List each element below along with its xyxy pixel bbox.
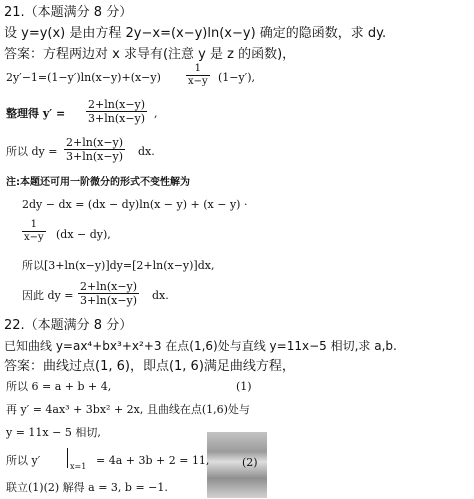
q22-title: 22.（本题满分 8 分） bbox=[4, 318, 133, 333]
q21-alt-line3: 所以[3+ln(x−y)]dy=[2+ln(x−y)]dx, bbox=[22, 259, 215, 272]
q22-line4-label: 所以 y′ bbox=[6, 454, 41, 467]
q22-answer: 答案：曲线过点(1, 6)，即点(1, 6)满足曲线方程， bbox=[4, 359, 295, 374]
fraction-denominator: 3+ln(x−y) bbox=[88, 112, 146, 125]
q21-alt-dy-label: 因此 dy = bbox=[22, 289, 74, 302]
q22-line4-subscript: x=1 bbox=[70, 462, 87, 471]
q21-dy-fraction bbox=[64, 137, 125, 162]
q22-line4-tag: (2) bbox=[242, 456, 258, 469]
q21-alt-line1: 2dy − dx = (dx − dy)ln(x − y) + (x − y) · bbox=[22, 198, 248, 211]
q22-statement: 已知曲线 y=ax⁴+bx³+x²+3 在点(1,6)处与直线 y=11x−5 相切,求 a,b. bbox=[4, 339, 397, 353]
q21-simplify-label: 整理得 y′ = bbox=[6, 107, 66, 120]
q21-alt-fraction bbox=[22, 220, 46, 243]
q22-line5: 联立(1)(2) 解得 a = 3, b = −1. bbox=[6, 481, 168, 494]
evaluation-bar bbox=[67, 448, 68, 468]
q21-alt-dy-tail: dx. bbox=[152, 289, 169, 302]
fraction-numerator: 2+ln(x−y) bbox=[88, 98, 146, 111]
fraction-numerator: 1 bbox=[194, 63, 202, 74]
q21-note: 注:本题还可用一阶微分的形式不变性解为 bbox=[6, 177, 190, 188]
q21-answer-intro: 答案：方程两边对 x 求导有(注意 y 是 z 的函数)， bbox=[4, 47, 296, 62]
fraction-denominator: x−y bbox=[24, 232, 44, 243]
q21-dy-tail: dx. bbox=[138, 145, 155, 158]
q21-derivative-fraction bbox=[186, 64, 210, 87]
q22-line1: 所以 6 = a + b + 4, bbox=[6, 380, 112, 393]
fraction-numerator: 1 bbox=[30, 219, 38, 230]
fraction-numerator: 2+ln(x−y) bbox=[66, 136, 124, 149]
q22-line4-equation: = 4a + 3b + 2 = 11, bbox=[96, 454, 210, 467]
q21-alt-line2-tail: (dx − dy), bbox=[56, 228, 111, 241]
q21-simplify-tail: , bbox=[154, 107, 158, 120]
q21-statement: 设 y=y(x) 是由方程 2y−x=(x−y)ln(x−y) 确定的隐函数，求 dy. bbox=[4, 26, 387, 41]
q22-line2: 再 y′ = 4ax³ + 3bx² + 2x, 且曲线在点(1,6)处与 bbox=[6, 403, 250, 416]
q22-line3: y = 11x − 5 相切, bbox=[6, 426, 101, 439]
q21-alt-dy-fraction bbox=[78, 281, 139, 306]
q21-derivative-tail: (1−y′), bbox=[218, 71, 256, 84]
q22-line1-tag: (1) bbox=[236, 380, 252, 393]
q21-dy-label: 所以 dy = bbox=[6, 145, 58, 158]
fraction-numerator: 2+ln(x−y) bbox=[80, 280, 138, 293]
q21-simplify-fraction bbox=[86, 99, 147, 124]
fraction-denominator: x−y bbox=[188, 76, 208, 87]
fraction-denominator: 3+ln(x−y) bbox=[80, 294, 138, 307]
scan-smudge bbox=[207, 432, 267, 498]
q21-derivative-equation: 2y′−1=(1−y′)ln(x−y)+(x−y) bbox=[6, 71, 161, 84]
q21-title: 21.（本题满分 8 分） bbox=[4, 5, 133, 20]
fraction-denominator: 3+ln(x−y) bbox=[66, 150, 124, 163]
